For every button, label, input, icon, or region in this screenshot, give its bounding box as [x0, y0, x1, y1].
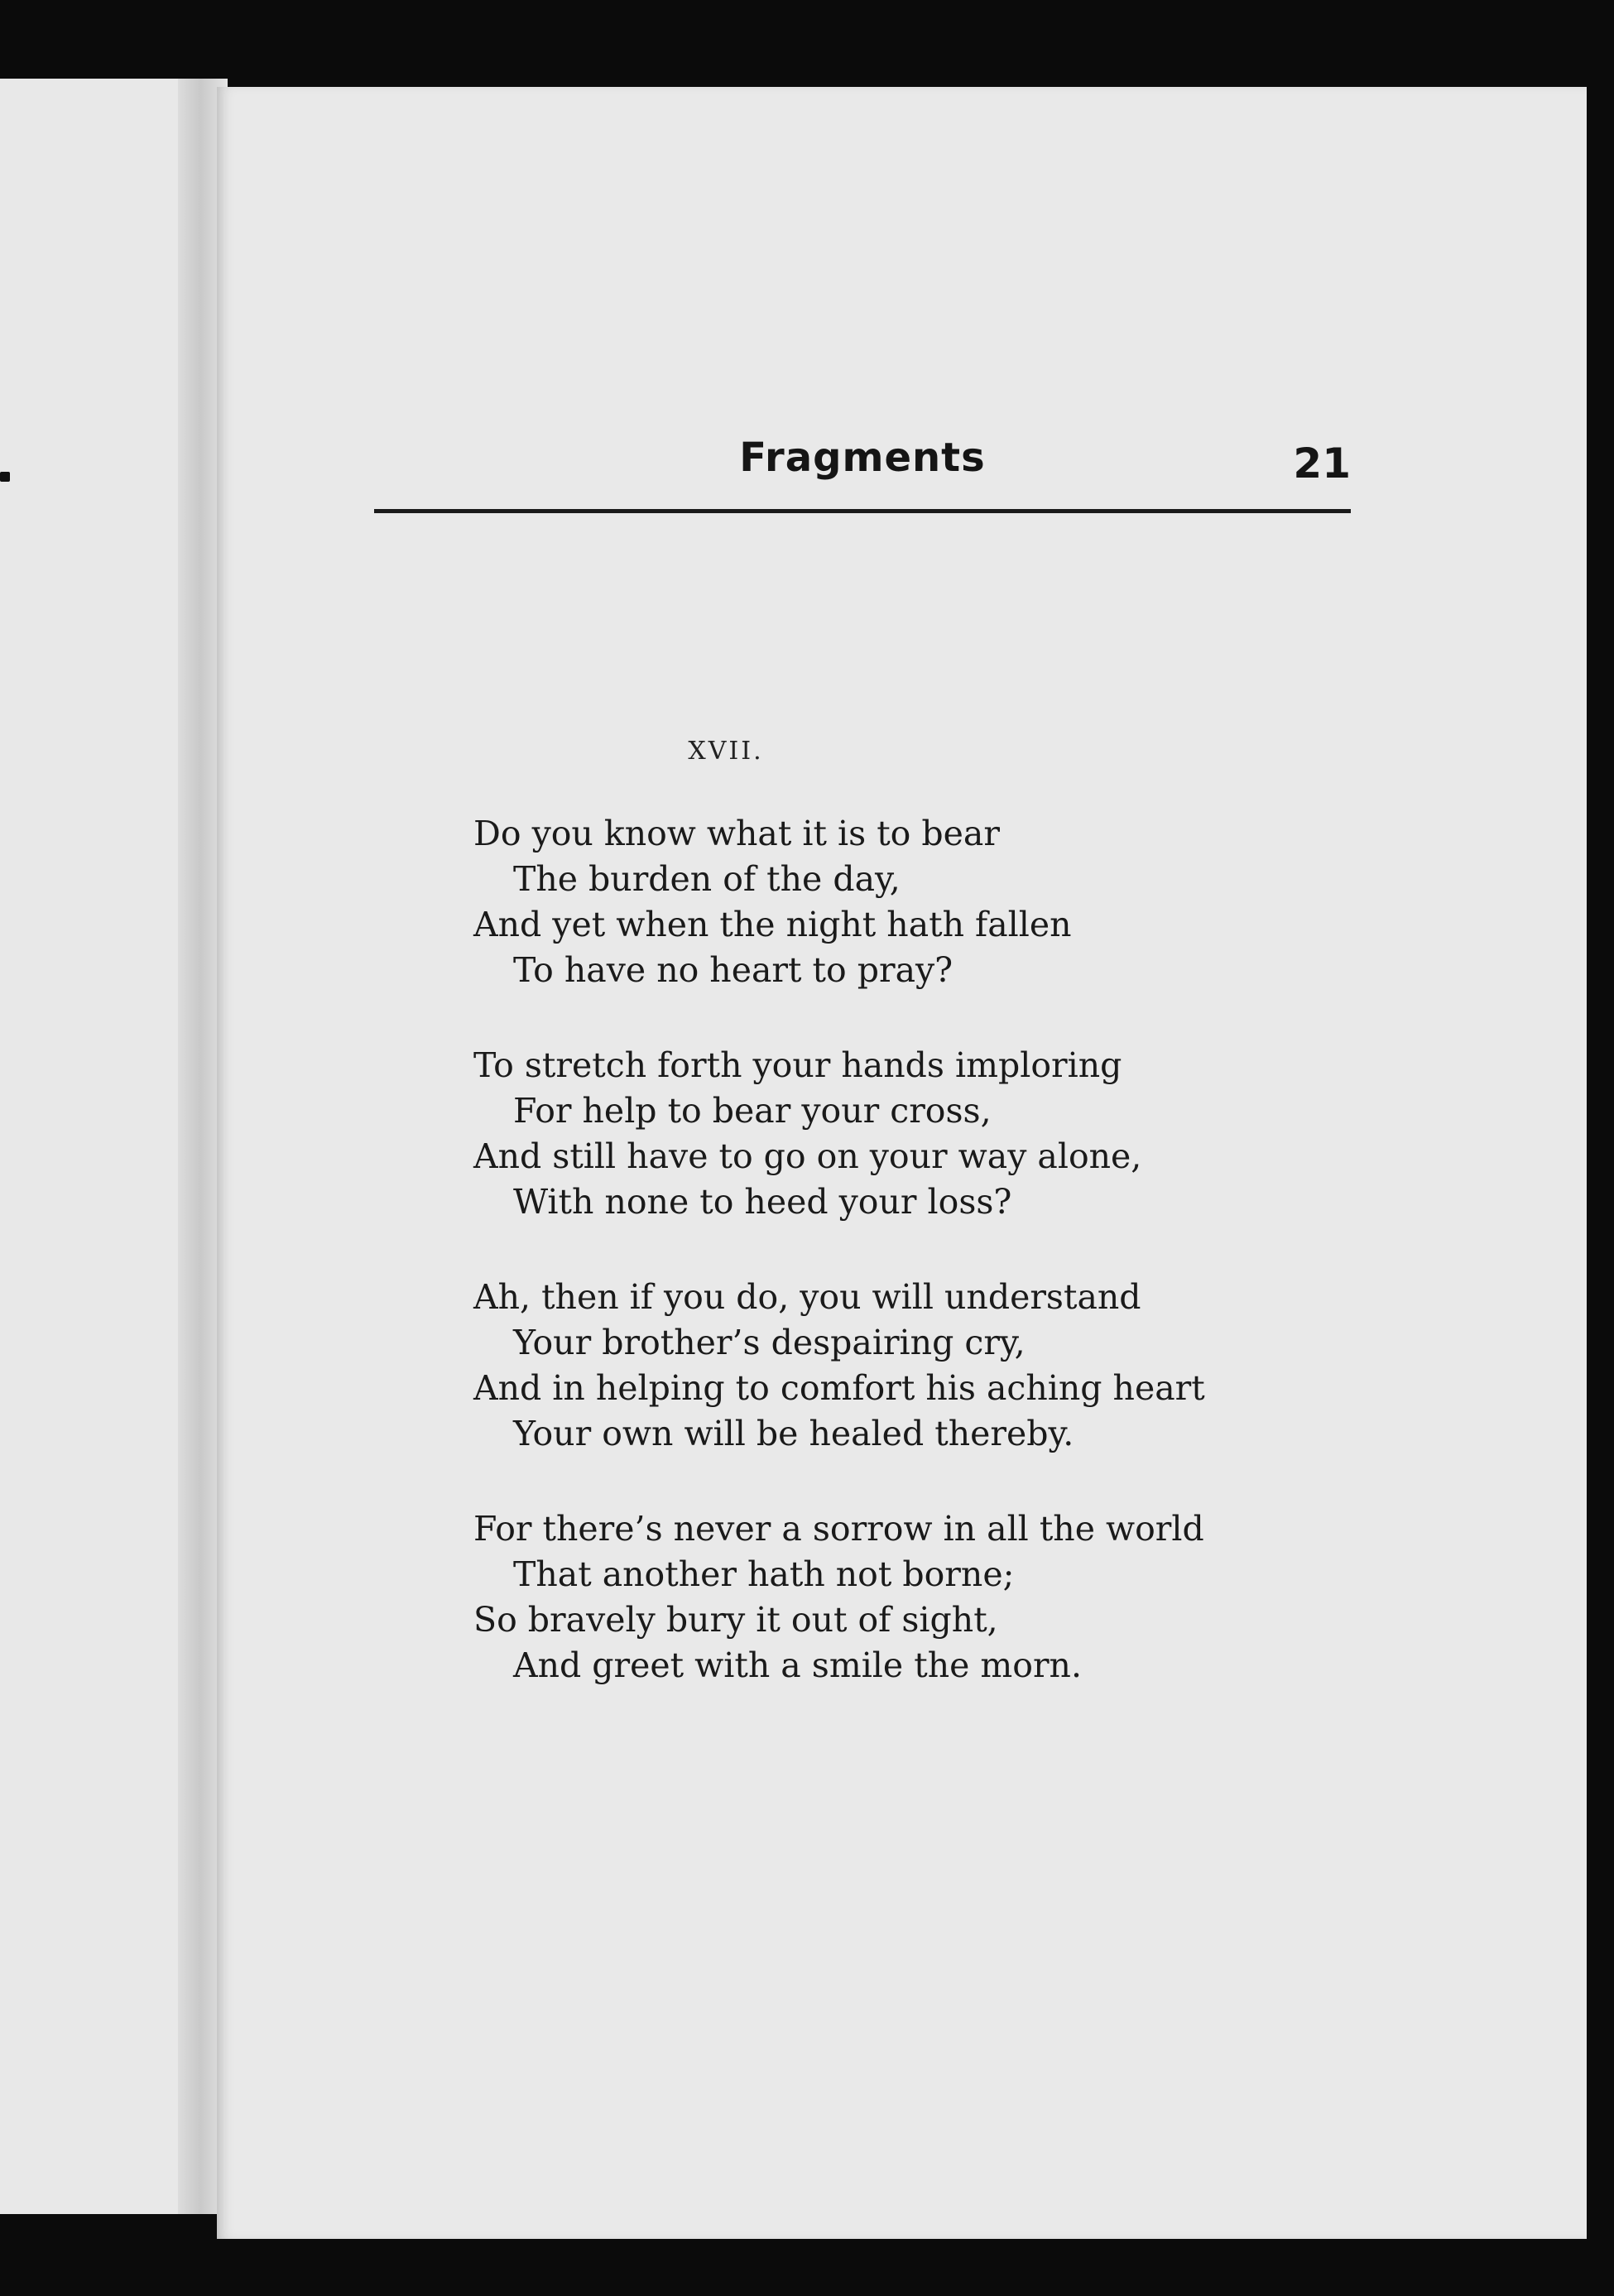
stanza-4 [473, 1506, 1285, 1688]
poem [473, 811, 1285, 1738]
poem-line: And still have to go on your way alone, [473, 1136, 1142, 1176]
poem-line: To stretch forth your hands imploring [473, 1045, 1122, 1085]
stanza-2 [473, 1043, 1285, 1225]
stanza-3 [473, 1275, 1285, 1457]
poem-line: For there’s never a sorrow in all the world [473, 1509, 1204, 1549]
poem-line: Ah, then if you do, you will understand [473, 1277, 1141, 1317]
section-numeral: XVII. [688, 737, 764, 766]
running-header [374, 435, 1351, 513]
running-title: Fragments [739, 435, 986, 481]
poem-line: To have no heart to pray? [513, 950, 954, 990]
facing-page [0, 79, 207, 2214]
header-rule [374, 509, 1351, 513]
poem-line: Your brother’s despairing cry, [513, 1323, 1026, 1362]
poem-line: The burden of the day, [513, 859, 901, 899]
poem-line: And yet when the night hath fallen [473, 905, 1072, 944]
poem-line: For help to bear your cross, [513, 1091, 992, 1131]
book-page [217, 87, 1587, 2239]
stanza-1 [473, 811, 1285, 993]
poem-line: Do you know what it is to bear [473, 814, 1000, 853]
margin-mark [0, 472, 10, 482]
poem-line: And in helping to comfort his aching heart [473, 1368, 1205, 1408]
poem-line: Your own will be healed thereby. [513, 1414, 1074, 1453]
poem-line: With none to heed your loss? [513, 1182, 1012, 1222]
page-number: 21 [1293, 440, 1351, 488]
poem-line: And greet with a smile the morn. [513, 1645, 1082, 1685]
poem-line: That another hath not borne; [513, 1554, 1015, 1594]
poem-line: So bravely bury it out of sight, [473, 1600, 998, 1640]
